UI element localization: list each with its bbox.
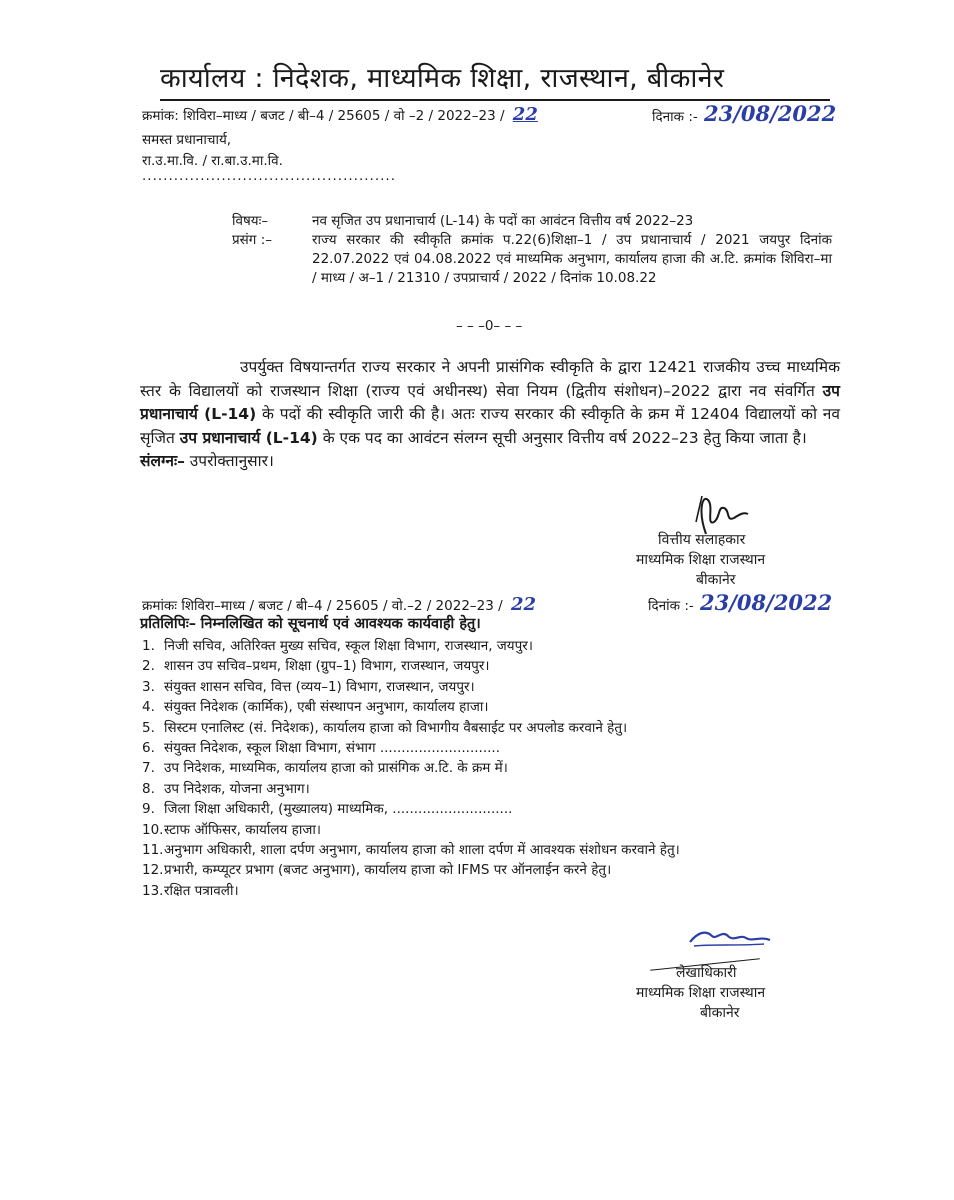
signature-scribble-2 [684, 924, 774, 954]
list-item-text: संयुक्त शासन सचिव, वित्त (व्यय–1) विभाग, राजस्थान, जयपुर। [164, 678, 475, 695]
body-part1: उपर्युक्त विषयान्तर्गत राज्य सरकार ने अपनी प्रासंगिक स्वीकृति के द्वारा 12421 राजकीय उच्च माध्यमिक स्तर के विद्यालयों को राजस्थान शिक्षा (राज्य एवं अधीनस्थ) सेवा नियम (द्वितीय संशोधन)–2022 द्वारा नव संवर्गित [140, 358, 840, 400]
list-item-number: 3. [142, 678, 155, 695]
list-item-number: 13. [142, 882, 164, 899]
copy-date-label: दिनांक :- [648, 598, 694, 614]
list-item [142, 677, 680, 697]
list-item-number: 6. [142, 740, 155, 757]
list-item-number: 11. [142, 842, 164, 859]
subject-labels [232, 212, 272, 250]
body-part3: के एक पद का आवंटन संलग्न सूची अनुसार वित्तीय वर्ष 2022–23 हेतु किया जाता है। [322, 428, 807, 447]
separator: – – –0– – – [456, 318, 523, 334]
letter-date [652, 101, 836, 126]
signatory2-title: लेखाधिकारी [676, 965, 737, 981]
list-item-text: स्टाफ ऑफिसर, कार्यालय हाजा। [164, 821, 321, 838]
list-item [142, 820, 680, 840]
list-item-text: सिस्टम एनालिस्ट (सं. निदेशक), कार्यालय हाजा को विभागीय वैबसाईट पर अपलोड करवाने हेतु। [164, 719, 628, 736]
subject-text: नव सृजित उप प्रधानाचार्य (L-14) के पदों का आवंटन वित्तीय वर्ष 2022–23 [312, 213, 694, 229]
list-item [142, 636, 680, 656]
list-item [142, 779, 680, 799]
body-bold1: उप प्रधानाचार्य (L-14) [140, 381, 840, 423]
copy-date-handwritten: 23/08/2022 [700, 590, 833, 615]
body-paragraph [140, 356, 840, 474]
signatory2-place: बीकानेर [700, 1005, 740, 1021]
list-item-text: रक्षित पत्रावली। [164, 882, 239, 899]
list-item-text: उप निदेशक, माध्यमिक, कार्यालय हाजा को प्रासंगिक अ.टि. के क्रम में। [164, 760, 508, 777]
reference-label: क्रमांक: शिविरा–माध्य / बजट / बी–4 / 25605 / वो –2 / 2022–23 / [142, 108, 505, 124]
list-item-number: 4. [142, 699, 155, 716]
copy-heading-label: प्रतिलिपिः– [140, 616, 197, 632]
list-item [142, 738, 680, 758]
signatory1-place: बीकानेर [696, 572, 736, 588]
signatory2-dept: माध्यमिक शिक्षा राजस्थान [636, 985, 766, 1001]
reference-handwritten: 22 [512, 104, 538, 125]
list-item [142, 656, 680, 676]
list-item-number: 7. [142, 760, 155, 777]
list-item-number: 9. [142, 801, 155, 818]
list-item-text: संयुक्त निदेशक, स्कूल शिक्षा विभाग, संभाग ............................ [164, 740, 501, 757]
subject-texts [312, 212, 832, 288]
list-item-text: निजी सचिव, अतिरिक्त मुख्य सचिव, स्कूल शिक्षा विभाग, राजस्थान, जयपुर। [164, 638, 533, 654]
body-part2: के पदों की स्वीकृति जारी की है। अतः राज्य सरकार की स्वीकृति के क्रम में 12404 विद्यालयों को नव सृजित [140, 405, 841, 447]
list-item-text: प्रभारी, कम्प्यूटर प्रभाग (बजट अनुभाग), कार्यालय हाजा को IFMS पर ऑनलाईन करने हेतु। [164, 862, 612, 879]
list-item-number: 12. [142, 862, 164, 879]
copy-heading [140, 613, 481, 633]
reference-text: राज्य सरकार की स्वीकृति क्रमांक प.22(6)शिक्षा–1 / उप प्रधानाचार्य / 2021 जयपुर दिनांक 22.07.2022 एवं 04.08.2022 एवं माध्यमिक अनुभाग, कार्यालय हाजा की अ.टि. क्रमांक शिविरा–मा / माध्य / अ–1 / 21310 / उपप्राचार्य / 2022 / दिनांक 10.08.22 [312, 232, 832, 286]
date-label: दिनाक :- [652, 109, 698, 125]
addressee-line1: समस्त प्रधानाचार्य, [142, 132, 232, 148]
list-item-text: जिला शिक्षा अधिकारी, (मुख्यालय) माध्यमिक, ............................ [164, 801, 513, 818]
copy-reference-handwritten: 22 [510, 594, 537, 615]
list-item [142, 697, 680, 717]
signature-block-1 [636, 530, 766, 590]
addressee-line3: ................................................ [142, 168, 396, 184]
list-item [142, 860, 680, 880]
subject-label: विषयः– [232, 213, 269, 229]
copy-heading-text: निम्नलिखित को सूचनार्थ एवं आवश्यक कार्यवाही हेतु। [200, 616, 481, 632]
signatory1-title: वित्तीय सलाहकार [658, 532, 746, 548]
list-item-text: संयुक्त निदेशक (कार्मिक), एबी संस्थापन अनुभाग, कार्यालय हाजा। [164, 699, 489, 716]
list-item [142, 718, 680, 738]
signature-block-2 [636, 963, 766, 1023]
reference-number [142, 104, 538, 125]
addressee-line2: रा.उ.मा.वि. / रा.बा.उ.मा.वि. [142, 153, 283, 169]
office-title: कार्यालय : निदेशक, माध्यमिक शिक्षा, राजस्थान, बीकानेर [160, 63, 725, 94]
list-item [142, 758, 680, 778]
date-handwritten: 23/08/2022 [704, 101, 837, 126]
copy-reference-number [142, 594, 536, 615]
copy-date [648, 590, 832, 615]
copy-reference-label: क्रमांकः शिविरा–माध्य / बजट / बी–4 / 25605 / वो.–2 / 2022–23 / [142, 598, 503, 614]
list-item-text: अनुभाग अधिकारी, शाला दर्पण अनुभाग, कार्यालय हाजा को शाला दर्पण में आवश्यक संशोधन करवाने हेतु। [164, 842, 680, 859]
body-bold2: उप प्रधानाचार्य (L-14) [179, 428, 318, 447]
list-item-text: शासन उप सचिव–प्रथम, शिक्षा (ग्रुप–1) विभाग, राजस्थान, जयपुर। [164, 658, 490, 675]
list-item [142, 799, 680, 819]
list-item-number: 2. [142, 658, 155, 675]
signatory1-dept: माध्यमिक शिक्षा राजस्थान [636, 552, 766, 568]
list-item-number: 8. [142, 780, 155, 797]
list-item-number: 10. [142, 821, 164, 838]
list-item-number: 1. [142, 638, 155, 654]
list-item [142, 881, 680, 901]
list-item [142, 840, 680, 860]
list-item-text: उप निदेशक, योजना अनुभाग। [164, 780, 310, 797]
reference-label-prasang: प्रसंग :– [232, 232, 272, 248]
enclosure-label: संलग्नः– [140, 452, 185, 470]
copy-recipient-list [142, 636, 680, 901]
enclosure-text: उपरोक्तानुसार। [189, 452, 274, 470]
list-item-number: 5. [142, 719, 155, 736]
